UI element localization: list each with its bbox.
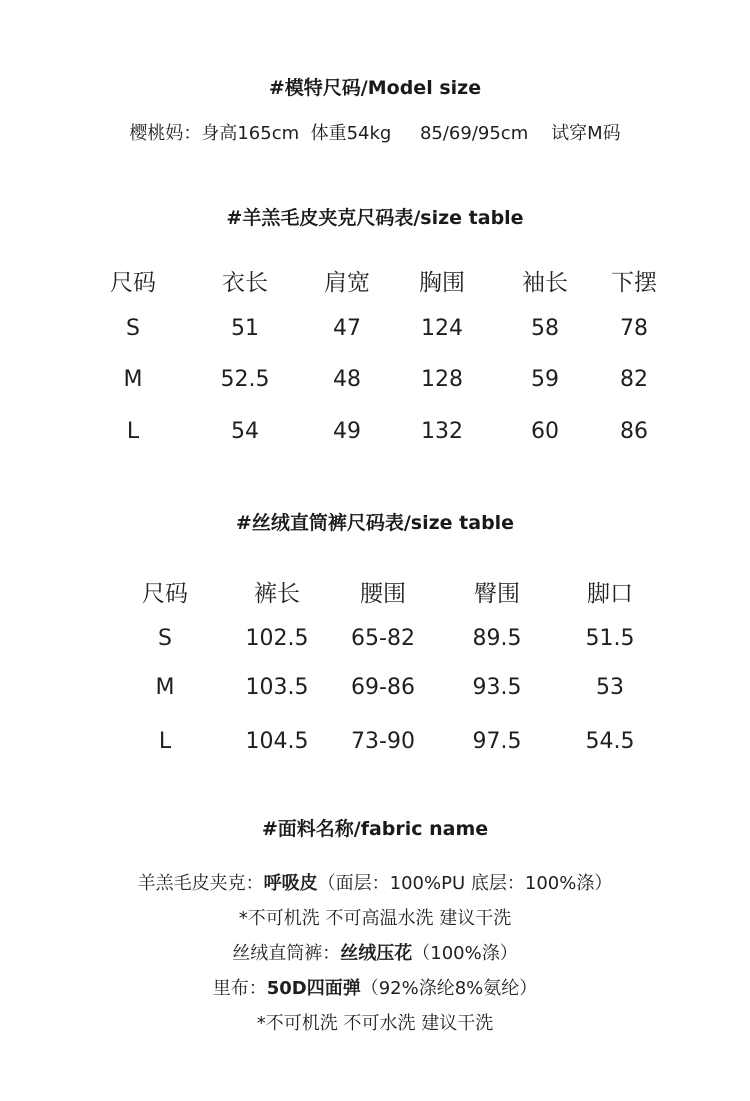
jacket-size-table-title: #羊羔毛皮夹克尺码表/size table bbox=[226, 207, 524, 229]
table-cell: 60 bbox=[531, 419, 559, 444]
table-cell: 97.5 bbox=[472, 729, 522, 754]
table-cell: 86 bbox=[620, 419, 648, 444]
table-cell: 47 bbox=[333, 316, 361, 341]
pants-care-line: *不可机洗 不可水洗 建议干洗 bbox=[256, 1013, 494, 1034]
jacket-fabric-name: 呼吸皮 bbox=[263, 873, 318, 894]
table-cell: M bbox=[123, 367, 143, 392]
table-cell: L bbox=[126, 419, 140, 444]
lining-fabric-detail: （92%涤纶8%氨纶） bbox=[360, 978, 538, 999]
table-header-row bbox=[0, 575, 750, 605]
table-cell: 51 bbox=[231, 316, 259, 341]
header-cell: 尺码 bbox=[142, 581, 188, 607]
pants-fabric-name: 丝绒压花 bbox=[340, 943, 413, 964]
table-row bbox=[0, 419, 750, 449]
lining-fabric-label: 里布： bbox=[212, 978, 267, 999]
header-cell: 衣长 bbox=[222, 270, 268, 296]
header-cell: 下摆 bbox=[611, 270, 657, 296]
header-cell: 脚口 bbox=[587, 581, 633, 607]
table-header-row bbox=[0, 264, 750, 294]
table-cell: S bbox=[158, 626, 172, 651]
table-cell: 73-90 bbox=[351, 729, 415, 754]
jacket-care-line: *不可机洗 不可高温水洗 建议干洗 bbox=[238, 908, 512, 929]
table-cell: S bbox=[126, 316, 140, 341]
table-cell: 89.5 bbox=[472, 626, 522, 651]
lining-fabric-line bbox=[0, 974, 750, 1000]
pants-fabric-label: 丝绒直筒裤： bbox=[232, 943, 341, 964]
table-cell: L bbox=[158, 729, 172, 754]
table-cell: 78 bbox=[620, 316, 648, 341]
table-row bbox=[0, 626, 750, 656]
header-cell: 袖长 bbox=[522, 270, 568, 296]
table-cell: 128 bbox=[421, 367, 463, 392]
table-cell: 93.5 bbox=[472, 675, 522, 700]
pants-fabric-detail: （100%涤） bbox=[412, 943, 518, 964]
table-cell: 132 bbox=[421, 419, 463, 444]
table-cell: M bbox=[155, 675, 175, 700]
table-row bbox=[0, 675, 750, 705]
model-info: 樱桃妈：身高165cm 体重54kg 85/69/95cm 试穿M码 bbox=[129, 123, 621, 144]
table-cell: 48 bbox=[333, 367, 361, 392]
header-cell: 臀围 bbox=[474, 581, 520, 607]
table-row bbox=[0, 316, 750, 346]
table-cell: 102.5 bbox=[245, 626, 309, 651]
table-row bbox=[0, 367, 750, 397]
header-cell: 尺码 bbox=[110, 270, 156, 296]
table-cell: 104.5 bbox=[245, 729, 309, 754]
table-cell: 51.5 bbox=[585, 626, 635, 651]
table-cell: 53 bbox=[596, 675, 624, 700]
table-cell: 54 bbox=[231, 419, 259, 444]
jacket-fabric-label: 羊羔毛皮夹克： bbox=[137, 873, 264, 894]
header-cell: 裤长 bbox=[254, 581, 300, 607]
model-size-title: #模特尺码/Model size bbox=[268, 77, 482, 99]
table-cell: 49 bbox=[333, 419, 361, 444]
fabric-title: #面料名称/fabric name bbox=[261, 818, 489, 840]
table-cell: 124 bbox=[421, 316, 463, 341]
pants-size-table-title: #丝绒直筒裤尺码表/size table bbox=[235, 512, 515, 534]
table-cell: 69-86 bbox=[351, 675, 415, 700]
table-cell: 103.5 bbox=[245, 675, 309, 700]
header-cell: 胸围 bbox=[419, 270, 465, 296]
header-cell: 肩宽 bbox=[324, 270, 370, 296]
jacket-fabric-line bbox=[0, 869, 750, 895]
table-cell: 65-82 bbox=[351, 626, 415, 651]
table-cell: 52.5 bbox=[220, 367, 270, 392]
table-cell: 58 bbox=[531, 316, 559, 341]
jacket-fabric-detail: （面层：100%PU 底层：100%涤） bbox=[317, 873, 613, 894]
table-cell: 59 bbox=[531, 367, 559, 392]
table-cell: 54.5 bbox=[585, 729, 635, 754]
table-row bbox=[0, 729, 750, 759]
pants-fabric-line bbox=[0, 939, 750, 965]
header-cell: 腰围 bbox=[360, 581, 406, 607]
lining-fabric-name: 50D四面弹 bbox=[266, 978, 361, 999]
table-cell: 82 bbox=[620, 367, 648, 392]
